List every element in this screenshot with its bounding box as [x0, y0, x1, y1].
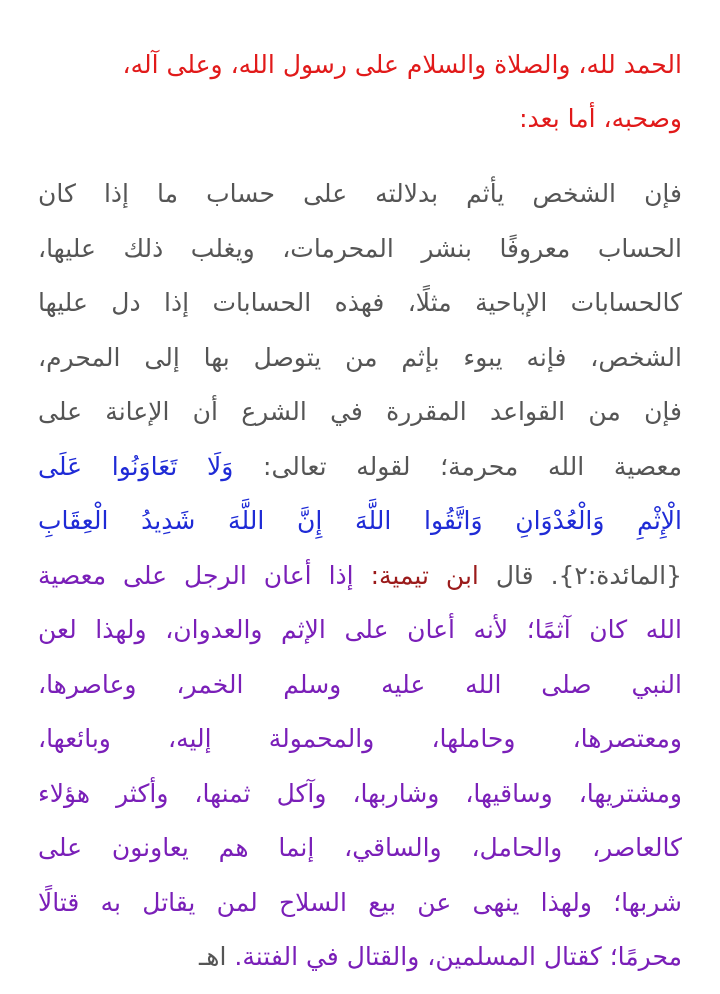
fatwa-body: [38, 167, 682, 985]
paragraph-line: فإن الشخص يأثم بدلالته على حساب ما إذا كان: [38, 179, 682, 208]
paragraph-line: [38, 549, 682, 604]
scholar-name: ابن تيمية:: [370, 560, 479, 590]
quote-line: الله كان آثمًا؛ لأنه أعان على الإثم والعدوان، ولهذا لعن: [38, 615, 682, 644]
quote-text: محرمًا؛ كقتال المسلمين، والقتال في الفتنة.: [234, 942, 682, 971]
paragraph-text: معصية الله محرمة؛ لقوله تعالى:: [263, 451, 682, 481]
quote-line: ومعتصرها، وحاملها، والمحمولة إليه، وبائعها،: [38, 724, 682, 753]
intro-line: الحمد لله، والصلاة والسلام على رسول الله، وعلى آله،: [122, 50, 682, 79]
quote-text: إذا أعان الرجل على معصية: [38, 560, 354, 590]
said-label: قال: [495, 560, 534, 590]
quote-line: شربها؛ ولهذا ينهى عن بيع السلاح لمن يقاتل به قتالًا: [38, 887, 682, 917]
verse-reference: {المائدة:٢}.: [550, 560, 682, 590]
intro-line: وصحبه، أما بعد:: [519, 104, 682, 133]
quran-verse-line: الْإِثْمِ وَالْعُدْوَانِ وَاتَّقُوا اللَّهَ إِنَّ اللَّهَ شَدِيدُ الْعِقَابِ: [38, 506, 682, 535]
quote-line: كالعاصر، والحامل، والساقي، إنما هم يعاونون على: [38, 833, 682, 862]
quote-line: النبي صلى الله عليه وسلم الخمر، وعاصرها،: [38, 669, 682, 699]
paragraph-line: فإن من القواعد المقررة في الشرع أن الإعانة على: [38, 397, 682, 426]
quote-line: [38, 930, 682, 985]
paragraph-line: [38, 440, 682, 495]
end-mark: اهـ: [198, 942, 227, 971]
paragraph-line: الحساب معروفًا بنشر المحرمات، ويغلب ذلك عليها،: [38, 233, 682, 263]
quran-verse: وَلَا تَعَاوَنُوا عَلَى: [38, 451, 234, 481]
quote-line: ومشتريها، وساقيها، وشاربها، وآكل ثمنها، وأكثر هؤلاء: [38, 778, 682, 808]
paragraph-line: كالحسابات الإباحية مثلًا، فهذه الحسابات إذا دل عليها: [38, 288, 682, 317]
paragraph-line: الشخص، فإنه يبوء بإثم من يتوصل بها إلى المحرم،: [38, 342, 682, 372]
intro-greeting: [38, 38, 682, 146]
